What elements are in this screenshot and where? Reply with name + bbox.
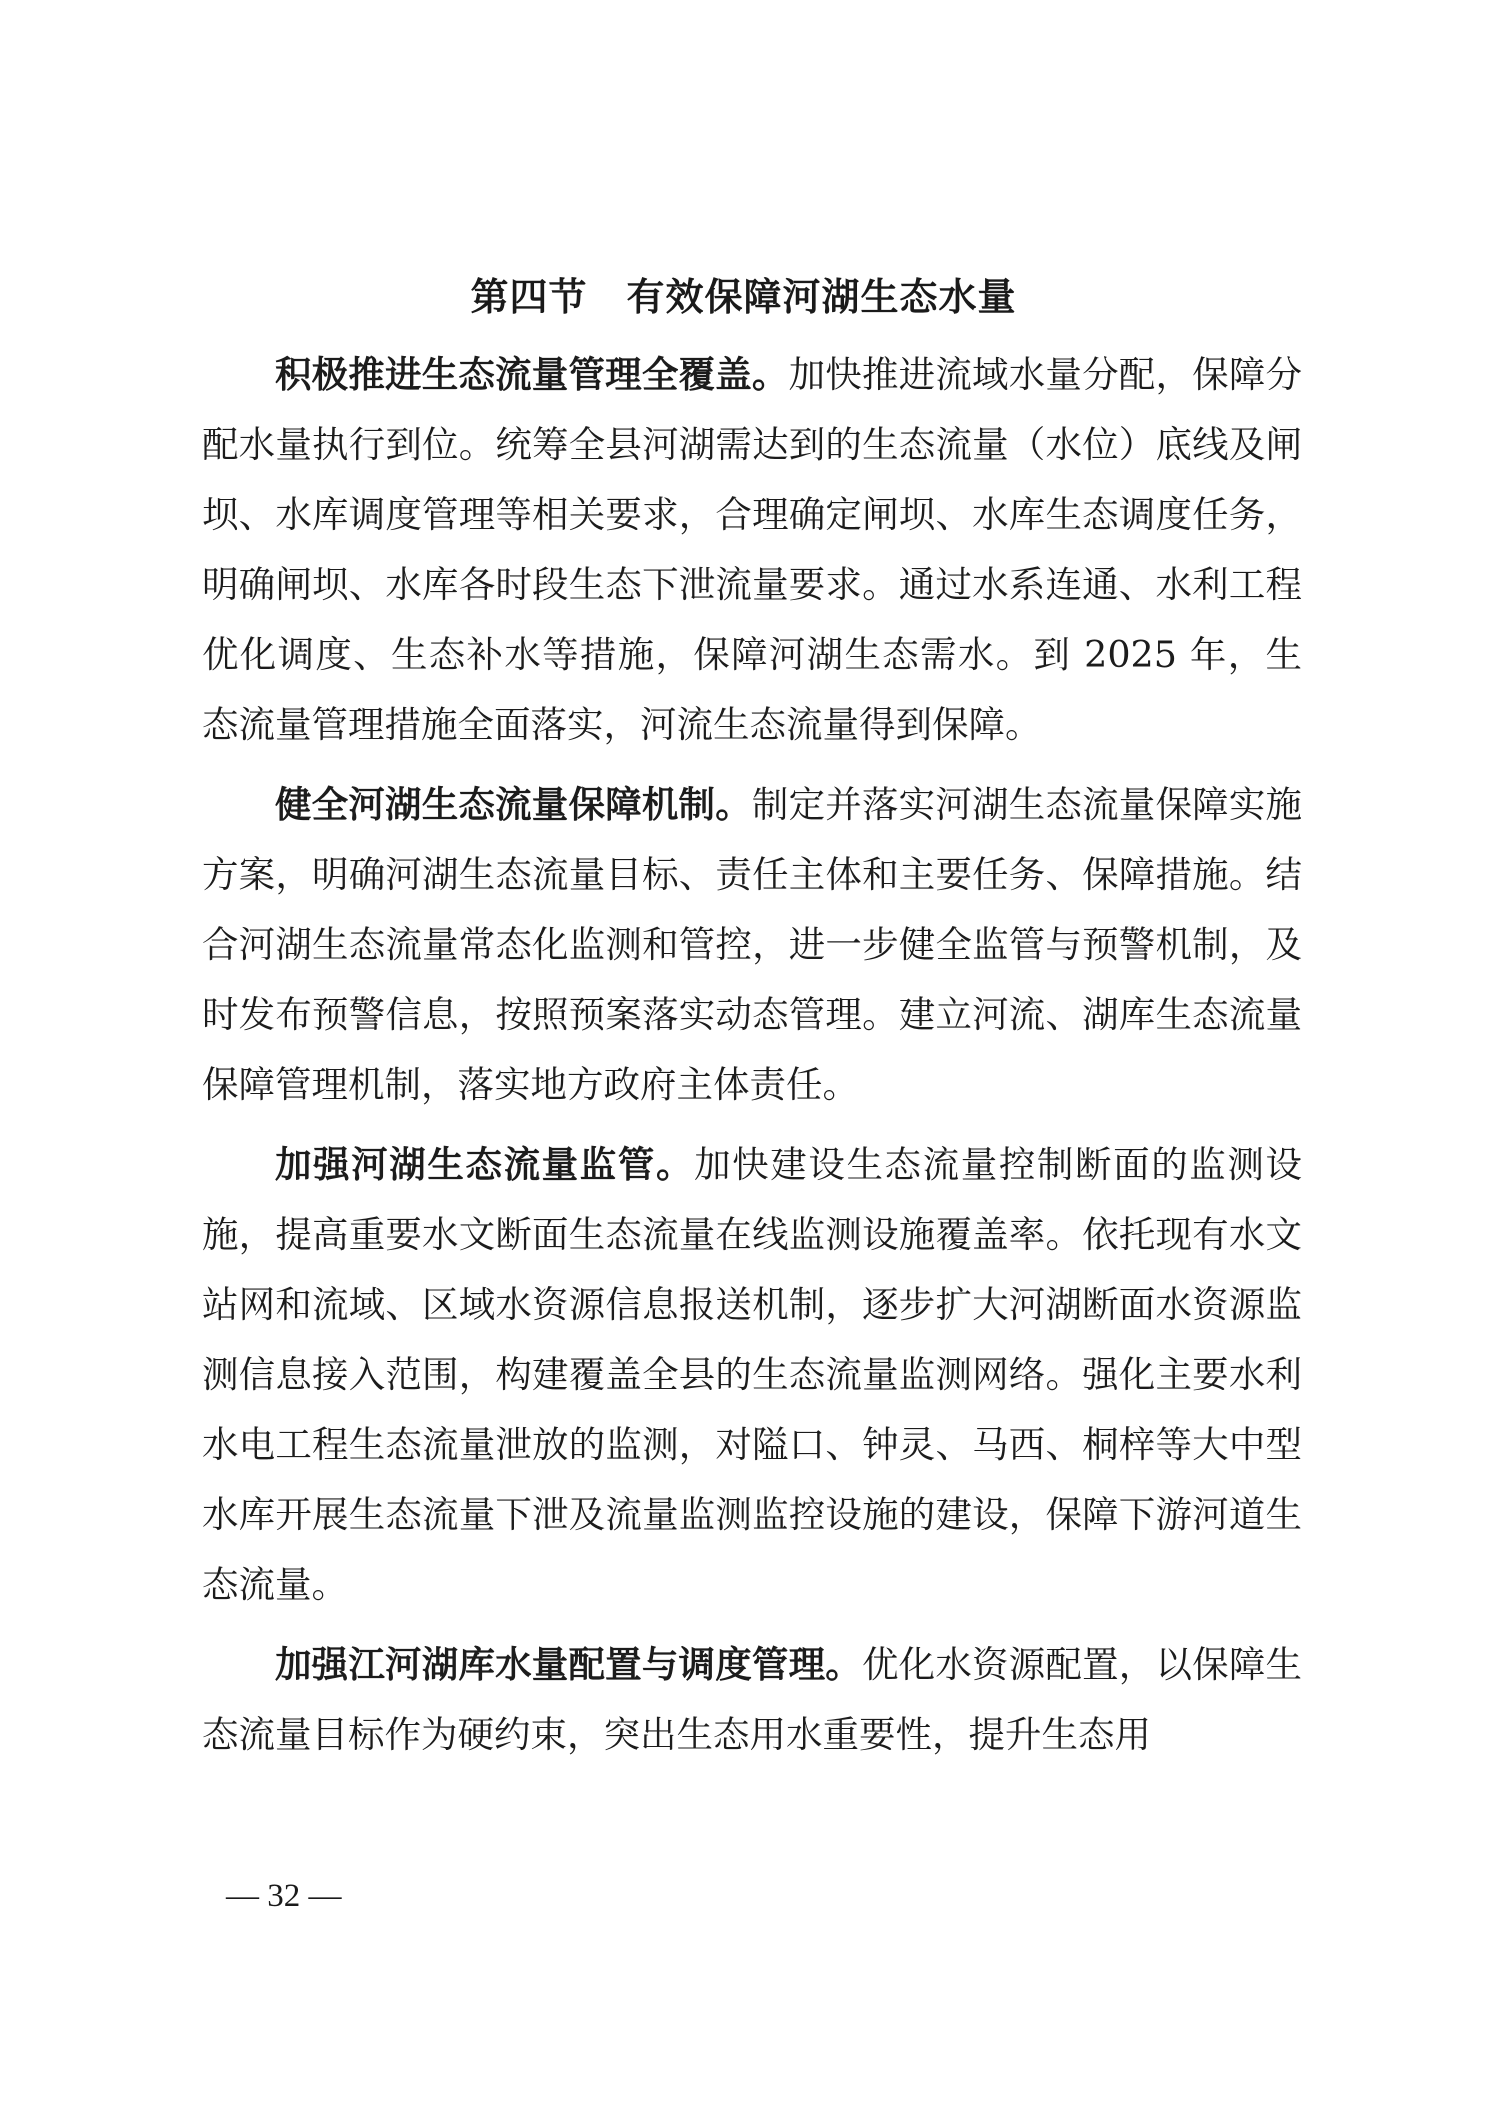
paragraph-lead: 加强河湖生态流量监管。 <box>275 1143 695 1186</box>
paragraph-text: 优化水资源配置，以保障生态流量目标作为硬约束，突出生态用水重要性，提升生态用 <box>202 1643 1303 1756</box>
paragraph-lead: 加强江河湖库水量配置与调度管理。 <box>275 1643 862 1686</box>
paragraph-text: 制定并落实河湖生态流量保障实施方案，明确河湖生态流量目标、责任主体和主要任务、保障措施。结合河湖生态流量常态化监测和管控，进一步健全监管与预警机制，及时发布预警信息，按照预案落实动态管理。建立河流、湖库生态流量保障管理机制，落实地方政府主体责任。 <box>202 783 1303 1106</box>
section-title: 第四节 有效保障河湖生态水量 <box>470 275 1017 319</box>
paragraph-1 <box>202 340 1302 760</box>
body-text <box>202 340 1302 1780</box>
paragraph-text: 加快建设生态流量控制断面的监测设施，提高重要水文断面生态流量在线监测设施覆盖率。依托现有水文站网和流域、区域水资源信息报送机制，逐步扩大河湖断面水资源监测信息接入范围，构建覆盖全县的生态流量监测网络。强化主要水利水电工程生态流量泄放的监测，对隘口、钟灵、马西、桐梓等大中型水库开展生态流量下泄及流量监测监控设施的建设，保障下游河道生态流量。 <box>202 1143 1303 1606</box>
paragraph-2 <box>202 770 1302 1120</box>
paragraph-lead: 积极推进生态流量管理全覆盖。 <box>275 353 789 396</box>
page-number: — 32 — <box>226 1878 342 1914</box>
paragraph-text: 加快推进流域水量分配，保障分配水量执行到位。统筹全县河湖需达到的生态流量（水位）底线及闸坝、水库调度管理等相关要求，合理确定闸坝、水库生态调度任务，明确闸坝、水库各时段生态下泄流量要求。通过水系连通、水利工程优化调度、生态补水等措施，保障河湖生态需水。到 2025 年，生态流量管理措施全面落实，河流生态流量得到保障。 <box>202 353 1303 746</box>
paragraph-lead: 健全河湖生态流量保障机制。 <box>275 783 752 826</box>
paragraph-4 <box>202 1630 1302 1770</box>
paragraph-3 <box>202 1130 1302 1620</box>
